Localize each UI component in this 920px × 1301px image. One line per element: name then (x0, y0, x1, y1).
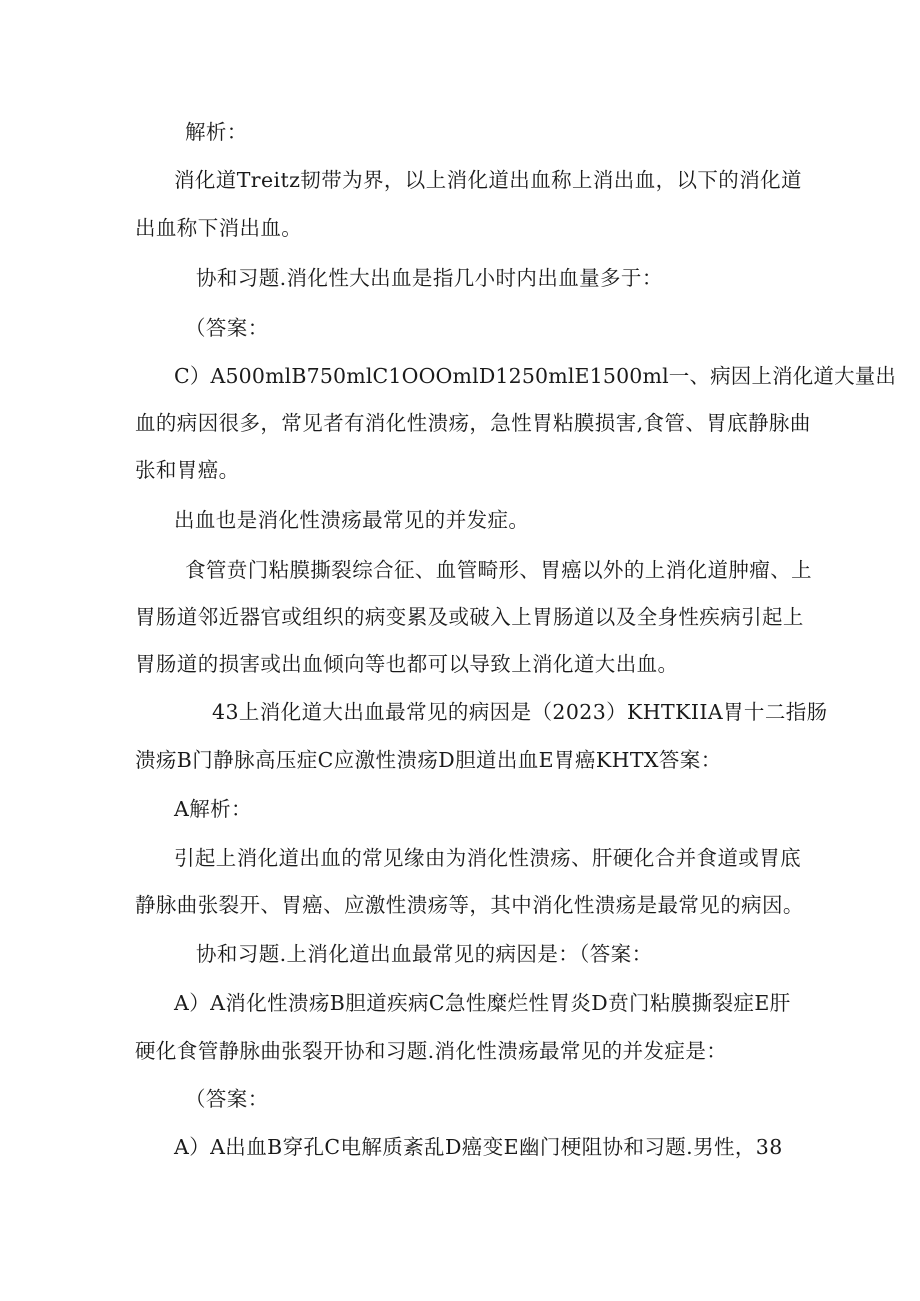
text-line: 出血称下消出血。 (135, 216, 303, 240)
text-line: 胃肠道的损害或出血倾向等也都可以导致上消化道大出血。 (135, 652, 679, 676)
text-line: 张和胃癌。 (135, 458, 240, 482)
text-line: 解析： (185, 120, 248, 144)
text-line: C）A500mlB750mlC1OOOmlD1250mlE1500ml一、病因上消化道大量出 (174, 364, 897, 388)
text-line: （答案： (185, 1087, 269, 1111)
text-line: A解析： (174, 797, 252, 821)
text-line: 出血也是消化性溃疡最常见的并发症。 (174, 508, 530, 532)
text-line: 静脉曲张裂开、胃癌、应激性溃疡等，其中消化性溃疡是最常见的病因。 (135, 893, 804, 917)
text-line: 引起上消化道出血的常见缘由为消化性溃疡、肝硬化合并食道或胃底 (174, 846, 801, 870)
text-line: （答案： (185, 316, 269, 340)
text-line: 胃肠道邻近器官或组织的病变累及或破入上胃肠道以及全身性疾病引起上 (135, 605, 804, 629)
text-line: 食管贲门粘膜撕裂综合征、血管畸形、胃癌以外的上消化道肿瘤、上 (185, 558, 812, 582)
text-line: 硬化食管静脉曲张裂开协和习题.消化性溃疡最常见的并发症是： (135, 1039, 728, 1063)
text-line: 消化道Treitz韧带为界，以上消化道出血称上消出血，以下的消化道 (174, 168, 802, 192)
text-line: 协和习题.上消化道出血最常见的病因是：（答案： (196, 942, 653, 966)
text-line: A）A出血B穿孔C电解质紊乱D癌变E幽门梗阻协和习题.男性，38 (174, 1135, 783, 1159)
text-line: 溃疡B门静脉高压症C应激性溃疡D胆道出血E胃癌KHTX答案： (135, 748, 722, 772)
text-line: 协和习题.消化性大出血是指几小时内出血量多于： (196, 266, 663, 290)
text-line: 43上消化道大出血最常见的病因是（2023）KHTKIIA胃十二指肠 (212, 700, 828, 724)
text-line: A）A消化性溃疡B胆道疾病C急性糜烂性胃炎D贲门粘膜撕裂症E肝 (174, 991, 791, 1015)
text-line: 血的病因很多，常见者有消化性溃疡，急性胃粘膜损害,食管、胃底静脉曲 (135, 411, 811, 435)
